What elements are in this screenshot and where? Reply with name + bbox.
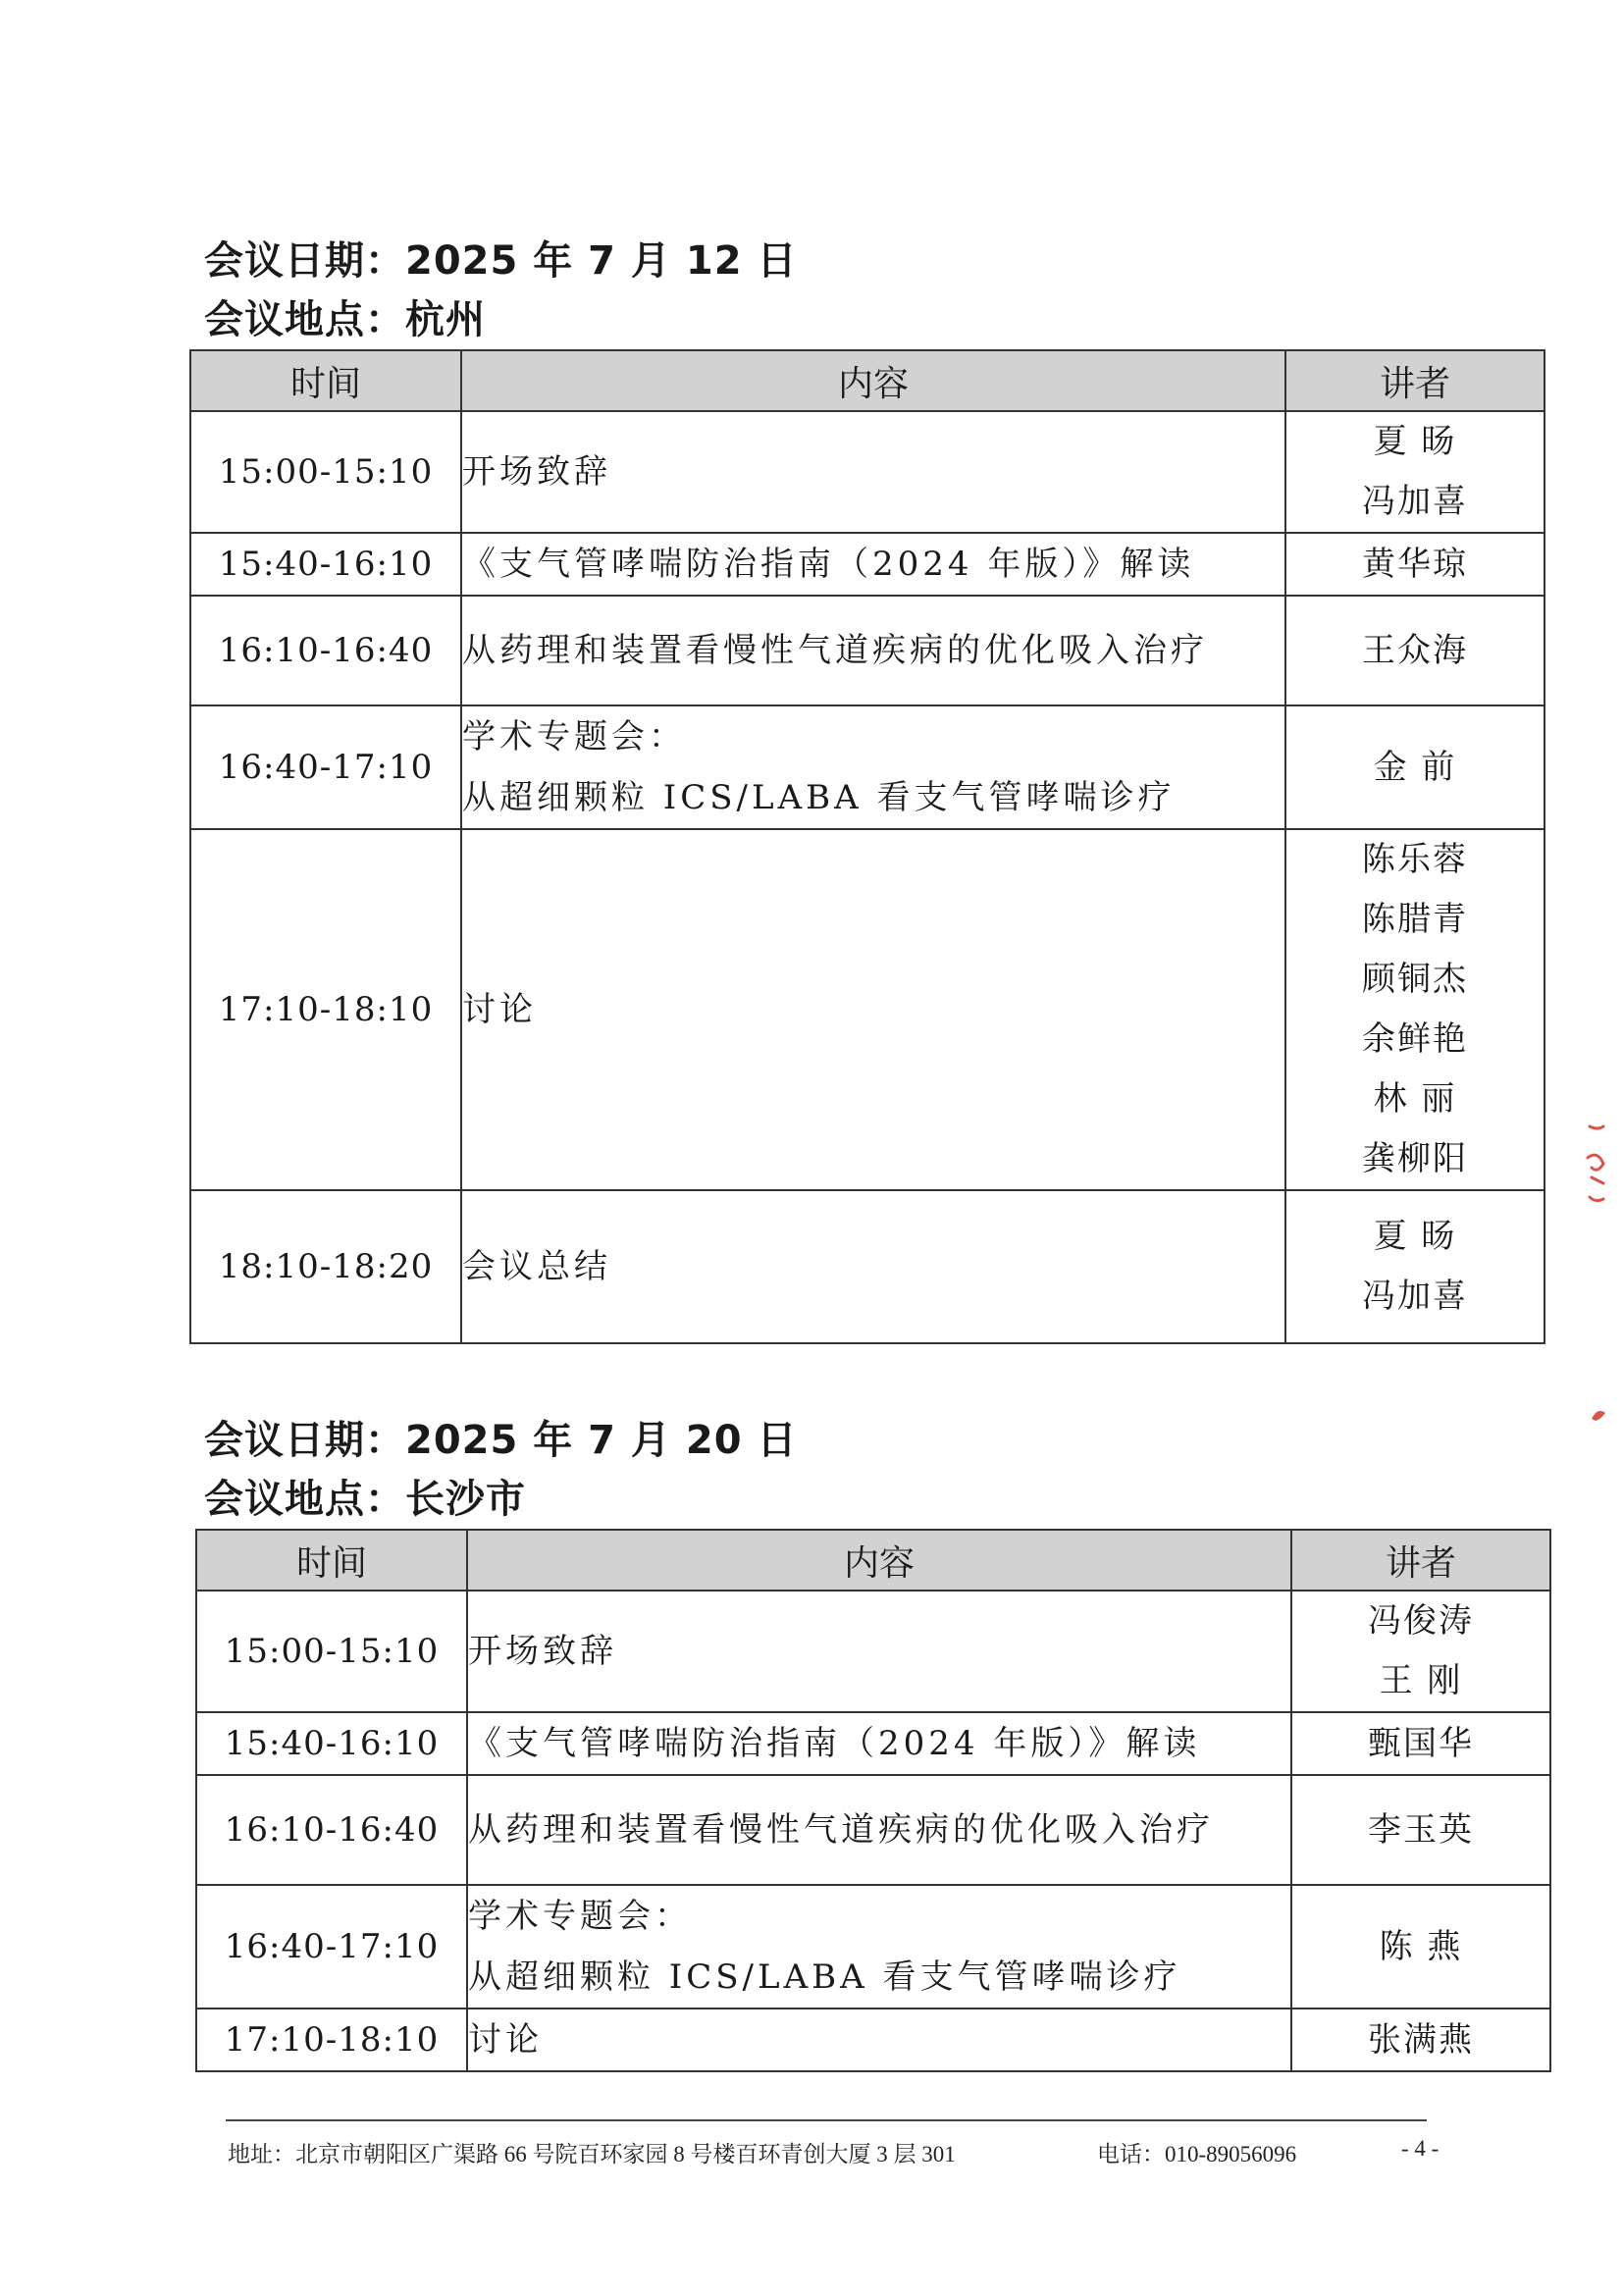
seal-mark-icon	[1582, 1119, 1613, 1226]
content-text: 学术专题会：	[468, 1897, 692, 1936]
table-row	[196, 1885, 1550, 2009]
speaker-name: 夏 旸	[1373, 422, 1457, 461]
column-header-speaker: 讲者	[1285, 350, 1544, 411]
content-text: 开场致辞	[462, 452, 611, 492]
speaker-name: 陈乐蓉	[1362, 840, 1468, 879]
speaker-name: 李玉英	[1368, 1809, 1474, 1850]
time-cell: 15:40-16:10	[190, 533, 461, 596]
speaker-name: 冯俊涛	[1368, 1601, 1474, 1641]
speaker-name: 龚柳阳	[1362, 1139, 1468, 1178]
footer-phone-text: 010-89056096	[1165, 2142, 1297, 2166]
footer-phone	[1097, 2136, 1296, 2168]
speaker-cell	[1291, 2009, 1550, 2071]
table-row	[190, 829, 1544, 1190]
meeting-location-label: 会议地点：	[204, 1477, 405, 1522]
column-header-time: 时间	[190, 350, 461, 411]
table-row	[190, 705, 1544, 829]
footer-divider	[226, 2119, 1427, 2121]
speaker-cell	[1285, 596, 1544, 705]
footer-address-text: 北京市朝阳区广渠路 66 号院百环家园 8 号楼百环青创大厦 3 层 301	[295, 2142, 956, 2166]
speaker-name: 陈 燕	[1379, 1926, 1463, 1966]
page-number: - 4 -	[1401, 2136, 1440, 2161]
schedule-table	[189, 349, 1545, 1344]
column-header-content: 内容	[461, 350, 1285, 411]
table-row	[196, 1775, 1550, 1885]
meeting-date-label: 会议日期：	[204, 1418, 405, 1463]
meeting-date-heading	[204, 238, 798, 284]
content-cell	[461, 705, 1285, 829]
table-row	[196, 1591, 1550, 1712]
speaker-name: 陈腊青	[1362, 900, 1468, 939]
content-text: 从超细颗粒 ICS/LABA 看支气管哮喘诊疗	[462, 778, 1176, 817]
content-text: 讨论	[462, 990, 537, 1029]
speaker-name: 夏 旸	[1373, 1217, 1457, 1256]
content-cell	[467, 2009, 1291, 2071]
column-header-content: 内容	[467, 1530, 1291, 1591]
speaker-name: 王 刚	[1379, 1661, 1463, 1700]
speaker-cell	[1291, 1775, 1550, 1885]
speaker-cell	[1285, 411, 1544, 533]
speaker-cell	[1285, 1190, 1544, 1343]
time-cell: 16:10-16:40	[190, 596, 461, 705]
content-cell	[467, 1775, 1291, 1885]
time-cell: 16:40-17:10	[196, 1885, 467, 2009]
content-text: 讨论	[468, 2020, 543, 2060]
speaker-name: 王众海	[1362, 630, 1468, 670]
content-text: 《支气管哮喘防治指南（2024 年版）》解读	[462, 545, 1195, 584]
table-header-row	[196, 1530, 1550, 1591]
meeting-location-heading	[204, 1477, 526, 1522]
meeting-date-label: 会议日期：	[204, 238, 405, 284]
content-cell	[461, 596, 1285, 705]
table-row	[190, 533, 1544, 596]
content-cell	[461, 829, 1285, 1190]
content-text: 从药理和装置看慢性气道疾病的优化吸入治疗	[468, 1810, 1214, 1850]
speaker-cell	[1291, 1591, 1550, 1712]
content-cell	[461, 411, 1285, 533]
time-cell: 15:40-16:10	[196, 1712, 467, 1775]
content-text: 学术专题会：	[462, 717, 686, 757]
table-header-row	[190, 350, 1544, 411]
content-cell	[467, 1591, 1291, 1712]
meeting-date-value: 2025 年 7 月 20 日	[405, 1418, 798, 1463]
speaker-cell	[1291, 1712, 1550, 1775]
time-cell: 18:10-18:20	[190, 1190, 461, 1343]
seal-mark-icon	[1588, 1403, 1611, 1427]
speaker-name: 顾铜杰	[1362, 960, 1468, 999]
time-cell: 15:00-15:10	[196, 1591, 467, 1712]
time-cell: 16:10-16:40	[196, 1775, 467, 1885]
meeting-location-heading	[204, 297, 486, 342]
speaker-cell	[1285, 829, 1544, 1190]
meeting-location-value: 长沙市	[405, 1477, 526, 1522]
table-row	[196, 2009, 1550, 2071]
speaker-name: 冯加喜	[1362, 482, 1468, 521]
content-cell	[467, 1885, 1291, 2009]
column-header-time: 时间	[196, 1530, 467, 1591]
meeting-date-value: 2025 年 7 月 12 日	[405, 238, 798, 284]
speaker-name: 黄华琼	[1362, 544, 1468, 584]
column-header-speaker: 讲者	[1291, 1530, 1550, 1591]
speaker-name: 林 丽	[1373, 1079, 1457, 1119]
time-cell: 15:00-15:10	[190, 411, 461, 533]
content-text: 《支气管哮喘防治指南（2024 年版）》解读	[468, 1724, 1201, 1763]
content-cell	[461, 1190, 1285, 1343]
meeting-location-label: 会议地点：	[204, 297, 405, 342]
time-cell: 17:10-18:10	[196, 2009, 467, 2071]
table-row	[190, 411, 1544, 533]
time-cell: 17:10-18:10	[190, 829, 461, 1190]
content-cell	[467, 1712, 1291, 1775]
table-row	[190, 596, 1544, 705]
meeting-date-heading	[204, 1418, 798, 1463]
speaker-name: 冯加喜	[1362, 1277, 1468, 1316]
speaker-cell	[1285, 705, 1544, 829]
content-text: 开场致辞	[468, 1632, 617, 1671]
table-row	[190, 1190, 1544, 1343]
speaker-name: 张满燕	[1368, 2019, 1474, 2060]
content-cell	[461, 533, 1285, 596]
speaker-name: 甄国华	[1368, 1723, 1474, 1763]
table-row	[196, 1712, 1550, 1775]
content-text: 会议总结	[462, 1247, 611, 1286]
speaker-name: 余鲜艳	[1362, 1019, 1468, 1059]
speaker-cell	[1291, 1885, 1550, 2009]
schedule-table	[195, 1529, 1551, 2072]
content-text: 从药理和装置看慢性气道疾病的优化吸入治疗	[462, 631, 1208, 670]
speaker-name: 金 前	[1373, 747, 1457, 787]
footer-address	[228, 2136, 956, 2168]
content-text: 从超细颗粒 ICS/LABA 看支气管哮喘诊疗	[468, 1957, 1181, 1997]
meeting-location-value: 杭州	[405, 297, 486, 342]
footer-address-label: 地址：	[228, 2142, 295, 2166]
speaker-cell	[1285, 533, 1544, 596]
footer-phone-label: 电话：	[1097, 2142, 1165, 2166]
time-cell: 16:40-17:10	[190, 705, 461, 829]
